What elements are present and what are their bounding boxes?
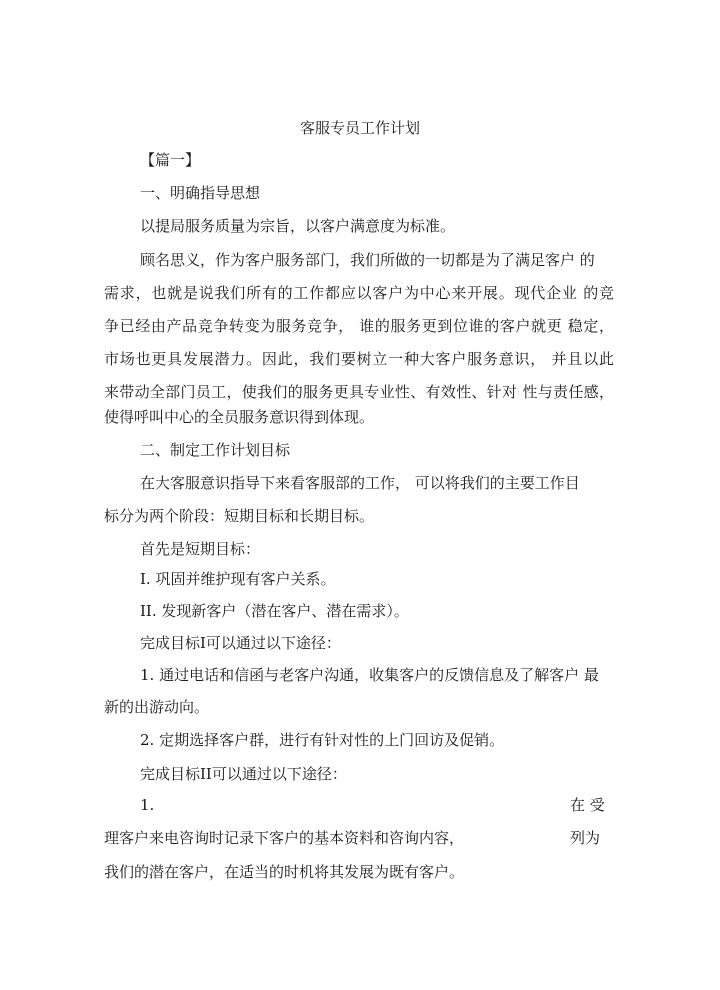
paragraph-goal-II-methods: 完成目标II可以通过以下途径：	[140, 765, 347, 783]
paragraph-service-aim: 以提局服务质量为宗旨，以客户满意度为标准。	[140, 217, 456, 235]
section-marker: 【篇一】	[140, 151, 201, 169]
paragraph-line-fragment: 列为	[570, 829, 601, 847]
paragraph-line: 新的出游动向。	[104, 698, 210, 716]
paragraph-line-fragment: 在 受	[570, 796, 605, 814]
paragraph-line: 来带动全部门员工，使我们的服务更具专业性、有效性、针对 性与责任感，	[104, 383, 614, 401]
paragraph-line: 标分为两个阶段：短期目标和长期目标。	[104, 507, 375, 525]
paragraph-short-term: 首先是短期目标：	[140, 540, 261, 558]
paragraph-line: 市场也更具发展潜力。因此，我们要树立一种大客户服务意识， 并且以此	[104, 350, 614, 368]
paragraph-line: 需求，也就是说我们所有的工作都应以客户为中心来开展。现代企业 的竞	[104, 284, 614, 302]
paragraph-line: 顾名思义，作为客户服务部门，我们所做的一切都是为了满足客户 的	[140, 251, 595, 269]
list-item-I: I. 巩固并维护现有客户关系。	[140, 570, 336, 588]
paragraph-line: 理客户来电咨询时记录下客户的基本资料和咨询内容，	[104, 829, 465, 847]
paragraph-line: 1. 通过电话和信函与老客户沟通，收集客户的反馈信息及了解客户 最	[140, 666, 599, 684]
paragraph-goal-I-methods: 完成目标I可以通过以下途径：	[140, 634, 341, 652]
paragraph-line: 使得呼叫中心的全员服务意识得到体现。	[104, 408, 375, 426]
heading-guiding-principle: 一、明确指导思想	[140, 184, 261, 202]
document-title: 客服专员工作计划	[299, 119, 420, 137]
paragraph-line: 争已经由产品竞争转变为服务竞争， 谁的服务更到位谁的客户就更 稳定，	[104, 317, 614, 335]
paragraph-line: 在大客服意识指导下来看客服部的工作， 可以将我们的主要工作目	[140, 474, 580, 492]
paragraph-line-number: 1.	[140, 796, 155, 814]
list-item-II: II. 发现新客户（潜在客户、潜在需求）。	[140, 602, 409, 620]
paragraph-line: 我们的潜在客户，在适当的时机将其发展为既有客户。	[104, 863, 465, 881]
paragraph-method-2: 2. 定期选择客户群，进行有针对性的上门回访及促销。	[140, 731, 505, 749]
heading-work-plan-goals: 二、制定工作计划目标	[140, 441, 291, 459]
